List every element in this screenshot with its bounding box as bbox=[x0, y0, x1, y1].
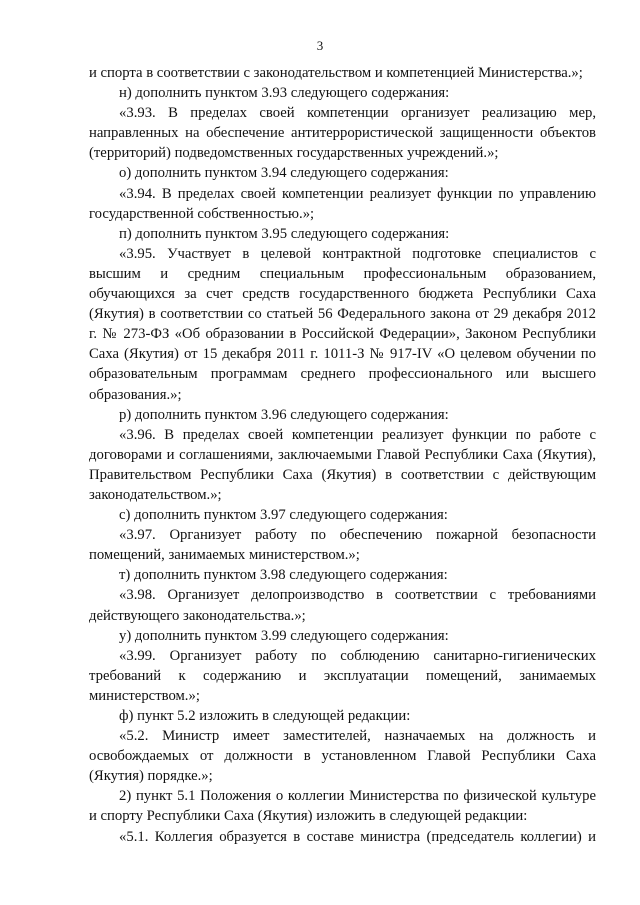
paragraph: «3.99. Организует работу по соблюдению санитарно-гигиенических требований к содержанию и эксплуатации помещений, занимаемых министерством.»; bbox=[89, 647, 596, 704]
paragraph: 2) пункт 5.1 Положения о коллегии Министерства по физической культуре и спорту Республики Саха (Якутия) изложить в следующей редакции: bbox=[89, 788, 596, 825]
paragraph: у) дополнить пунктом 3.99 следующего содержания: bbox=[119, 627, 449, 644]
paragraph: «3.96. В пределах своей компетенции реализует функции по работе с договорами и соглашениями, заключаемыми Главой Республики Саха (Якутия), Правительством Республики Саха (Якутия) в соответствии с действующим законодательством.»; bbox=[89, 426, 596, 503]
page-number: 3 bbox=[316, 38, 324, 53]
paragraph: «5.1. Коллегия образуется в составе министра (председатель коллегии) и bbox=[119, 828, 596, 845]
paragraph: «3.93. В пределах своей компетенции организует реализацию мер, направленных на обеспечение антитеррористической защищенности объектов (территорий) подведомственных государственных учреждений.»; bbox=[89, 105, 596, 162]
paragraph: «3.95. Участвует в целевой контрактной подготовке специалистов с высшим и средним специальным профессиональным образованием, обучающихся за счет средств государственного бюджета Республики Саха (Якутия) в соответствии со статьей 56 Федерального закона от 29 декабря 2012 г. № 273-ФЗ «Об образовании в Российской Федерации», Законом Республики Саха (Якутия) от 15 декабря 2011 г. 1011-З № 917-IV «О целевом обучении по образовательным программам среднего профессионального или высшего образования.»; bbox=[89, 245, 596, 403]
document-body bbox=[89, 63, 596, 847]
paragraph: «3.94. В пределах своей компетенции реализует функции по управлению государственной собственностью.»; bbox=[89, 185, 596, 222]
paragraph: т) дополнить пунктом 3.98 следующего содержания: bbox=[119, 567, 448, 584]
paragraph: р) дополнить пунктом 3.96 следующего содержания: bbox=[119, 406, 449, 423]
paragraph: с) дополнить пунктом 3.97 следующего содержания: bbox=[119, 507, 448, 524]
paragraph: о) дополнить пунктом 3.94 следующего содержания: bbox=[119, 165, 449, 182]
paragraph: «3.97. Организует работу по обеспечению пожарной безопасности помещений, занимаемых министерством.»; bbox=[89, 527, 596, 564]
paragraph: и спорта в соответствии с законодательством и компетенцией Министерства.»; bbox=[89, 65, 583, 81]
paragraph: ф) пункт 5.2 изложить в следующей редакции: bbox=[119, 708, 411, 724]
paragraph: н) дополнить пунктом 3.93 следующего содержания: bbox=[119, 85, 450, 102]
paragraph: «3.98. Организует делопроизводство в соответствии с требованиями действующего законодательства.»; bbox=[89, 587, 596, 624]
paragraph: «5.2. Министр имеет заместителей, назначаемых на должность и освобождаемых от должности в установленном Главой Республики Саха (Якутия) порядке.»; bbox=[89, 728, 596, 785]
paragraph: п) дополнить пунктом 3.95 следующего содержания: bbox=[119, 225, 450, 242]
